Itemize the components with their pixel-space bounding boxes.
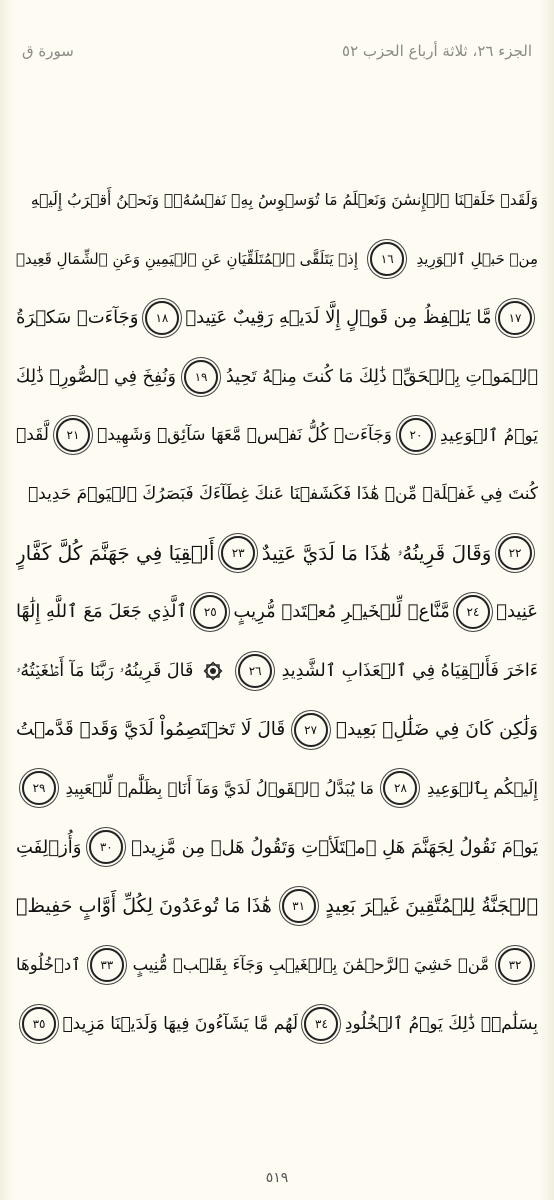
ayah-number-marker: ١٦	[370, 242, 404, 276]
ayah-number-marker: ٢٣	[221, 536, 255, 570]
ayah-number-marker: ٢٤	[456, 595, 490, 629]
ayah-number-marker: ٢١	[56, 418, 90, 452]
verse-text: ٱلۡجَنَّةُ لِلۡمُتَّقِينَ غَيۡرَ بَعِيدٍ	[325, 895, 538, 918]
surah-name: سورة ق	[22, 42, 74, 60]
text-line	[16, 290, 538, 346]
ayah-number-marker: ٢٨	[383, 771, 417, 805]
text-line	[16, 760, 538, 816]
text-line	[16, 702, 538, 758]
verse-text: ٱلَّذِي جَعَلَ مَعَ ٱللَّهِ إِلَٰهًا	[16, 601, 188, 623]
verse-text: إِلَيۡكُم بِٱلۡوَعِيدِ	[426, 778, 538, 798]
verse-text: لَّقَدۡ	[16, 425, 49, 446]
text-line	[16, 584, 538, 640]
ayah-number-marker: ٢٥	[193, 595, 227, 629]
verse-text: هَٰذَا مَا تُوعَدُونَ لِكُلِّ أَوَّابٍ حَفِيظٖ	[16, 895, 272, 918]
ayah-number-marker: ٣٥	[22, 1007, 56, 1041]
text-line	[16, 231, 538, 287]
verse-text: أَلۡقِيَا فِي جَهَنَّمَ كُلَّ كَفَّارٍ	[16, 541, 215, 566]
text-line	[16, 937, 538, 993]
ayah-number-marker: ٣٤	[304, 1007, 338, 1041]
verse-text: كُنتَ فِي غَفۡلَةٖ مِّنۡ هَٰذَا فَكَشَفۡنَا عَنكَ غِطَآءَكَ فَبَصَرُكَ ٱلۡيَوۡمَ حَدِيدٞ	[27, 484, 538, 505]
verse-text: ءَاخَرَ فَأَلۡقِيَاهُ فِي ٱلۡعَذَابِ ٱلشَّدِيدِ	[281, 660, 538, 681]
verse-text: يَوۡمَ نَقُولُ لِجَهَنَّمَ هَلِ ٱمۡتَلَأۡتِ وَتَقُولُ هَلۡ مِن مَّزِيدٖ	[131, 836, 538, 858]
verse-text: ٱلۡمَوۡتِ بِٱلۡحَقِّۖ ذَٰلِكَ مَا كُنتَ مِنۡهُ تَحِيدُ	[226, 366, 538, 387]
verse-text: وَلَقَدۡ خَلَقۡنَا ٱلۡإِنسَٰنَ وَنَعۡلَمُ مَا تُوَسۡوِسُ بِهِۦ نَفۡسُهُۥۖ وَنَحۡنُ أَقۡرَبُ إِلَيۡهِ	[30, 191, 538, 209]
verse-text: وَقَالَ قَرِينُهُۥ هَٰذَا مَا لَدَيَّ عَتِيدٌ	[261, 541, 492, 566]
ayah-number-marker: ٣٢	[498, 948, 532, 982]
ayah-number-marker: ١٧	[498, 301, 532, 335]
verse-text: مِنۡ حَبۡلِ ٱلۡوَرِيدِ	[416, 249, 538, 268]
text-line	[16, 466, 538, 522]
text-line	[16, 407, 538, 463]
verse-text: وَجَآءَتۡ سَكۡرَةُ	[16, 307, 139, 329]
juz-info: الجزء ٢٦، ثلاثة أرباع الحزب ٥٢	[342, 42, 532, 60]
verse-text: مَّا يَلۡفِظُ مِن قَوۡلٍ إِلَّا لَدَيۡهِ رَقِيبٌ عَتِيدٞ	[185, 307, 492, 329]
ayah-number-marker: ٣٣	[90, 948, 124, 982]
verse-text: يَوۡمُ ٱلۡوَعِيدِ	[440, 425, 538, 446]
text-line	[16, 525, 538, 581]
text-line	[16, 996, 538, 1052]
verse-text: وَجَآءَتۡ كُلُّ نَفۡسٖ مَّعَهَا سَآئِقٞ وَشَهِيدٞ	[97, 425, 392, 446]
verse-text: لَهُم مَّا يَشَآءُونَ فِيهَا وَلَدَيۡنَا مَزِيدٞ	[62, 1013, 299, 1034]
text-line	[16, 172, 538, 228]
ayah-number-marker: ٣١	[282, 889, 316, 923]
verse-text: إِذۡ يَتَلَقَّى ٱلۡمُتَلَقِّيَانِ عَنِ ٱلۡيَمِينِ وَعَنِ ٱلشِّمَالِ قَعِيدٞ	[16, 249, 359, 268]
text-line	[16, 643, 538, 699]
text-line	[16, 349, 538, 405]
ayah-number-marker: ٢٧	[294, 713, 328, 747]
verse-text: مَا يُبَدَّلُ ٱلۡقَوۡلُ لَدَيَّ وَمَآ أَنَا۠ بِظَلَّٰمٖ لِّلۡعَبِيدِ	[65, 778, 374, 798]
ayah-number-marker: ١٩	[184, 360, 218, 394]
ayah-number-marker: ٢٠	[399, 418, 433, 452]
page-header	[22, 36, 532, 66]
text-line	[16, 819, 538, 875]
page-number: ٥١٩	[265, 1170, 289, 1186]
verse-text: قَالَ قَرِينُهُۥ رَبَّنَا مَآ أَطۡغَيۡتُهُۥ	[16, 660, 194, 681]
verse-text: بِسَلَٰمٖۖ ذَٰلِكَ يَوۡمُ ٱلۡخُلُودِ	[344, 1014, 538, 1035]
ayah-number-marker: ٢٩	[22, 771, 56, 805]
ayah-number-marker: ٣٠	[89, 830, 123, 864]
text-line	[16, 878, 538, 934]
verse-text: قَالَ لَا تَخۡتَصِمُواْ لَدَيَّ وَقَدۡ قَدَّمۡتُ	[16, 719, 286, 741]
verse-text: وَأُزۡلِفَتِ	[16, 836, 82, 858]
verse-text: عَنِيدٖ	[496, 601, 538, 623]
verse-text: وَلَٰكِن كَانَ فِي ضَلَٰلِۭ بَعِيدٖ	[335, 719, 538, 741]
rub-el-hizb-icon	[202, 660, 224, 682]
verse-text: ٱدۡخُلُوهَا	[16, 955, 81, 975]
verse-text: مَّنۡ خَشِيَ ٱلرَّحۡمَٰنَ بِٱلۡغَيۡبِ وَجَآءَ بِقَلۡبٖ مُّنِيبٍ	[132, 955, 490, 975]
ayah-number-marker: ٢٢	[498, 536, 532, 570]
ayah-number-marker: ١٨	[145, 301, 179, 335]
verse-text: وَنُفِخَ فِي ٱلصُّورِۚ ذَٰلِكَ	[16, 366, 176, 387]
ayah-number-marker: ٢٦	[238, 654, 272, 688]
quran-text	[16, 172, 538, 1052]
verse-text: مَّنَّاعٖ لِّلۡخَيۡرِ مُعۡتَدٖ مُّرِيبٍ	[233, 601, 450, 623]
